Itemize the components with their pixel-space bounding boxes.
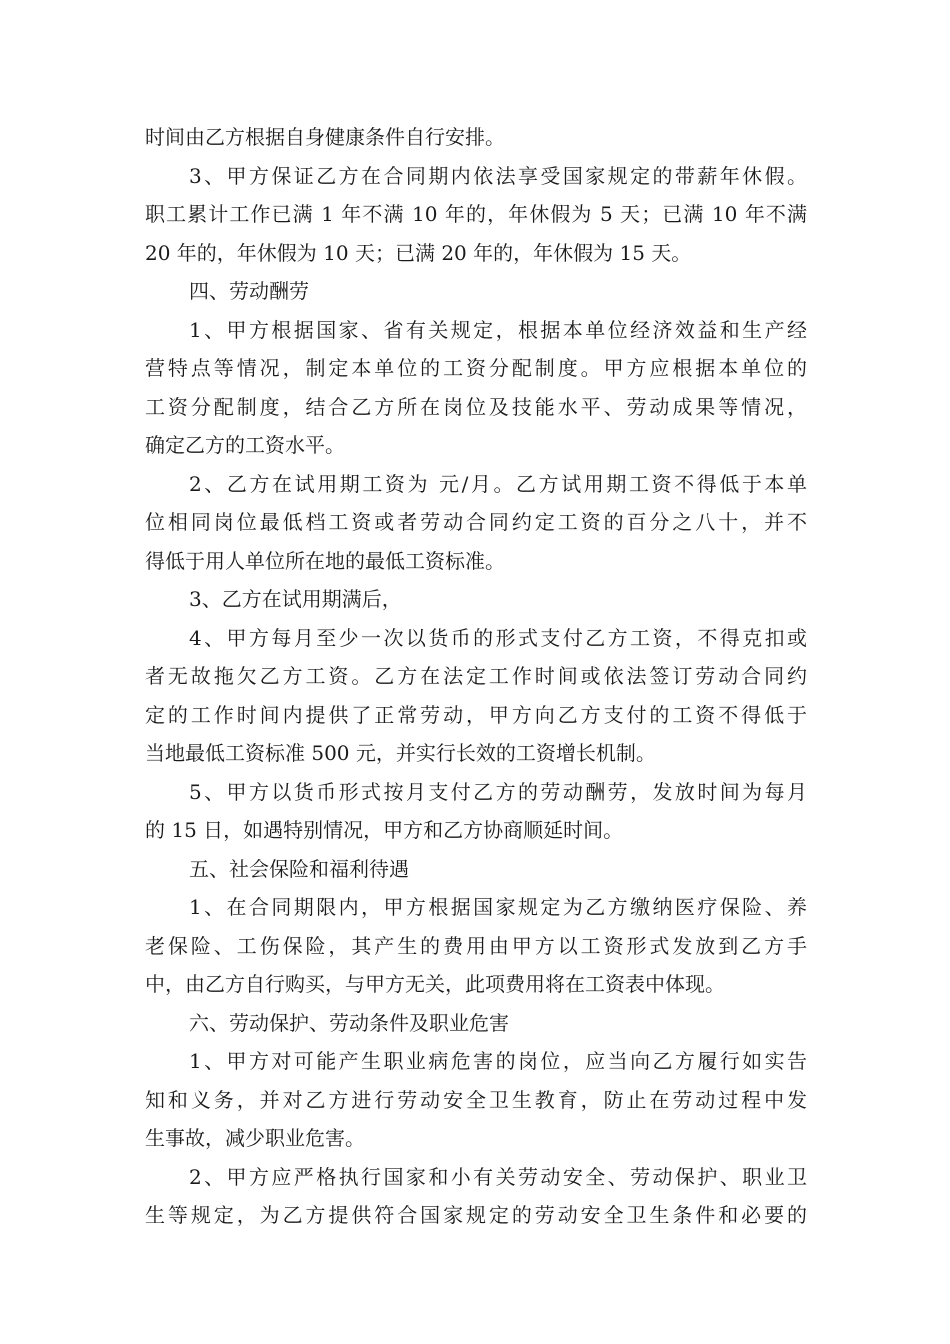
text-line: 时间由乙方根据自身健康条件自行安排。 [145,125,505,149]
text-line: 4、甲方每月至少一次以货币的形式支付乙方工资，不得克扣或 [189,625,807,650]
text-line: 知和义务，并对乙方进行劳动安全卫生教育，防止在劳动过程中发 [145,1087,807,1112]
text-line: 中，由乙方自行购买，与甲方无关，此项费用将在工资表中体现。 [145,972,725,996]
section-heading: 四、劳动酬劳 [189,279,309,303]
text-line: 职工累计工作已满 1 年不满 10 年的，年休假为 5 天；已满 10 年不满 [145,202,807,226]
text-line: 得低于用人单位所在地的最低工资标准。 [145,548,505,573]
text-line: 者无故拖欠乙方工资。乙方在法定工作时间或依法签订劳动合同约 [145,664,807,688]
text-line: 1、甲方对可能产生职业病危害的岗位，应当向乙方履行如实告 [189,1049,807,1073]
text-line: 2、乙方在试用期工资为 元/月。乙方试用期工资不得低于本单 [189,471,807,496]
text-line: 生等规定，为乙方提供符合国家规定的劳动安全卫生条件和必要的 [145,1203,807,1227]
text-line: 营特点等情况，制定本单位的工资分配制度。甲方应根据本单位的 [145,356,807,380]
text-line: 定的工作时间内提供了正常劳动，甲方向乙方支付的工资不得低于 [145,702,807,727]
text-line: 1、在合同期限内，甲方根据国家规定为乙方缴纳医疗保险、养 [189,895,807,919]
text-line: 位相同岗位最低档工资或者劳动合同约定工资的百分之八十，并不 [145,510,807,534]
text-line: 20 年的，年休假为 10 天；已满 20 年的，年休假为 15 天。 [145,240,692,265]
text-line: 工资分配制度，结合乙方所在岗位及技能水平、劳动成果等情况， [145,394,807,419]
text-line: 2、甲方应严格执行国家和小有关劳动安全、劳动保护、职业卫 [189,1164,807,1189]
text-line: 生事故，减少职业危害。 [145,1126,365,1150]
section-heading: 六、劳动保护、劳动条件及职业危害 [189,1010,509,1035]
text-line: 5、甲方以货币形式按月支付乙方的劳动酬劳，发放时间为每月 [189,779,807,804]
text-line: 3、甲方保证乙方在合同期内依法享受国家规定的带薪年休假。 [189,163,807,188]
section-heading: 五、社会保险和福利待遇 [189,856,409,881]
text-line: 3、乙方在试用期满后， [189,587,402,611]
text-line: 1、甲方根据国家、省有关规定，根据本单位经济效益和生产经 [189,317,807,342]
document-body [145,118,807,1235]
text-line: 的 15 日，如遇特别情况，甲方和乙方协商顺延时间。 [145,818,624,842]
text-line: 老保险、工伤保险，其产生的费用由甲方以工资形式发放到乙方手 [145,933,807,958]
text-line: 当地最低工资标准 500 元，并实行长效的工资增长机制。 [145,741,656,765]
text-line: 确定乙方的工资水平。 [145,433,345,457]
